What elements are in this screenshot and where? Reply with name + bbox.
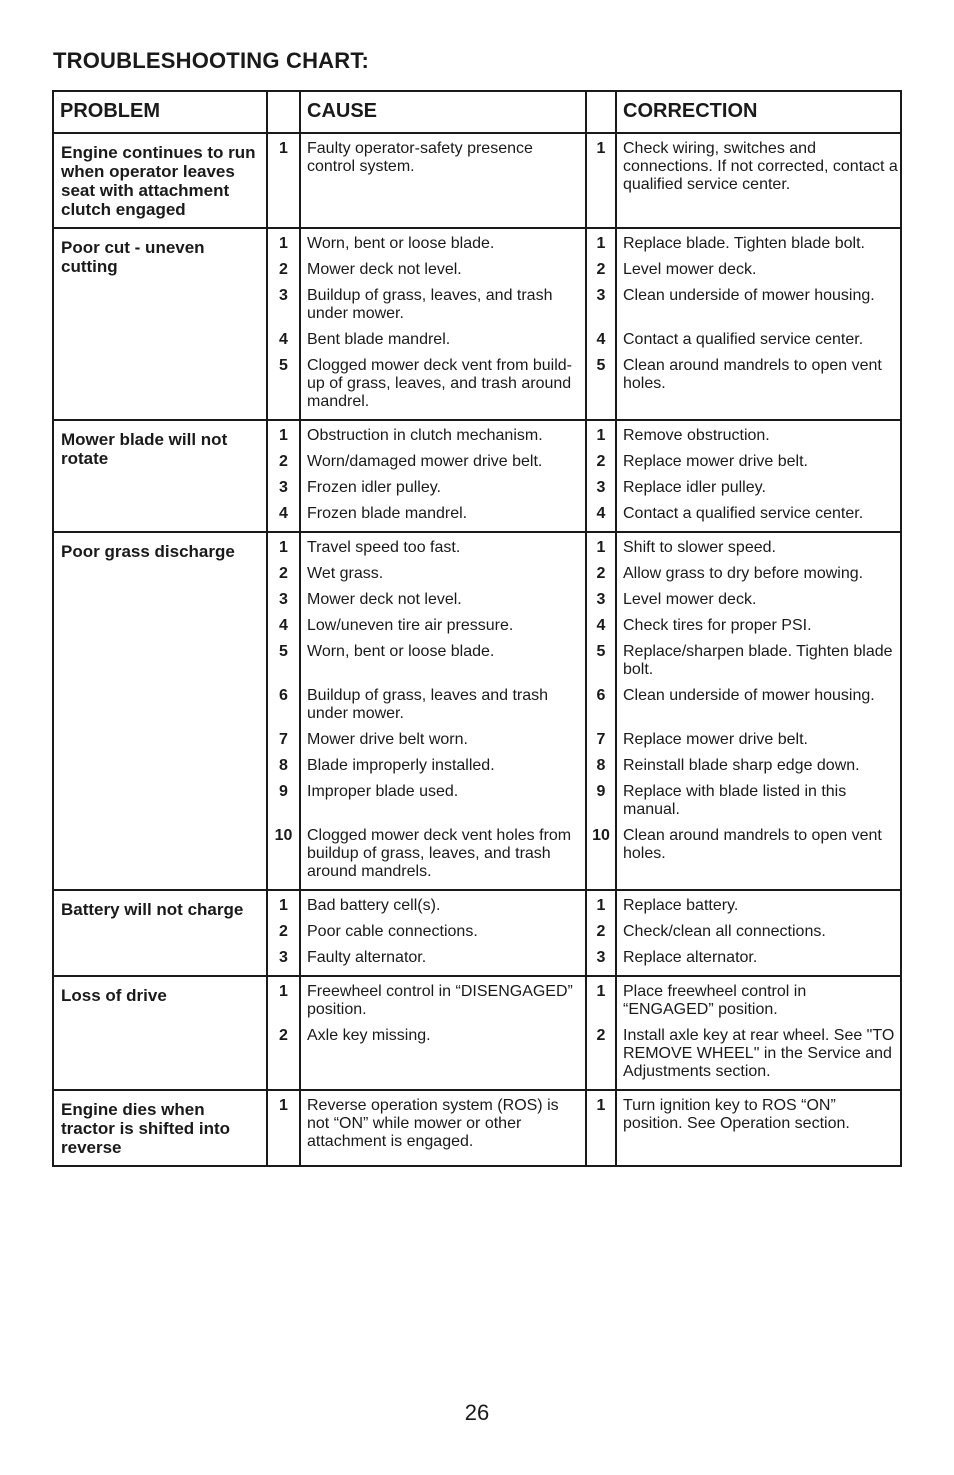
correction-number: 1 <box>596 1097 606 1114</box>
correction-text: Contact a qualified service center. <box>623 505 864 522</box>
cause-number: 1 <box>279 983 288 1000</box>
problem-cell: Battery will not charge <box>53 890 267 976</box>
cause-text: Bent blade mandrel. <box>307 331 451 348</box>
correction-text: Install axle key at rear wheel. See "TO REMOVE WHEEL" in the Service and Adjustments section. <box>623 1027 895 1080</box>
cause-header: CAUSE <box>300 91 586 133</box>
correction-text-cell <box>616 133 901 228</box>
cause-number: 8 <box>279 757 288 774</box>
correction-text: Level mower deck. <box>623 591 757 608</box>
correction-number: 2 <box>596 565 606 582</box>
correction-text: Replace mower drive belt. <box>623 731 808 748</box>
correction-number: 1 <box>596 539 606 556</box>
table-row <box>53 1090 901 1166</box>
cause-text: Clogged mower deck vent holes from buildup of grass, leaves, and trash around mandrels. <box>307 827 572 880</box>
cause-number-cell <box>267 420 300 532</box>
cause-text: Low/uneven tire air pressure. <box>307 617 514 634</box>
correction-text: Replace alternator. <box>623 949 758 966</box>
correction-number: 5 <box>596 357 606 374</box>
cause-number: 4 <box>279 617 288 634</box>
cause-text: Frozen blade mandrel. <box>307 505 468 522</box>
correction-text-cell <box>616 890 901 976</box>
problem-cell: Engine continues to run when operator leaves seat with attachment clutch engaged <box>53 133 267 228</box>
correction-number: 7 <box>596 731 606 748</box>
cause-number: 3 <box>279 287 288 304</box>
cause-text: Buildup of grass, leaves, and trash under mower. <box>307 287 553 322</box>
correction-number: 2 <box>596 453 606 470</box>
correction-text: Replace mower drive belt. <box>623 453 808 470</box>
cause-text-cell <box>300 976 586 1090</box>
correction-number-header <box>586 91 616 133</box>
correction-text: Reinstall blade sharp edge down. <box>623 757 860 774</box>
correction-text-cell <box>616 228 901 420</box>
correction-number: 10 <box>592 827 610 844</box>
cause-text: Mower drive belt worn. <box>307 731 468 748</box>
cause-number-cell <box>267 890 300 976</box>
correction-text: Clean around mandrels to open vent holes. <box>623 357 882 392</box>
cause-number-cell <box>267 228 300 420</box>
cause-text: Frozen idler pulley. <box>307 479 441 496</box>
cause-text: Poor cable connections. <box>307 923 478 940</box>
correction-number: 2 <box>596 261 606 278</box>
table-row <box>53 228 901 420</box>
cause-text: Mower deck not level. <box>307 261 462 278</box>
cause-number: 3 <box>279 949 288 966</box>
problem-header: PROBLEM <box>53 91 267 133</box>
cause-number: 4 <box>279 331 288 348</box>
cause-text: Axle key missing. <box>307 1027 431 1044</box>
cause-number: 1 <box>279 427 288 444</box>
cause-number: 4 <box>279 505 288 522</box>
problem-cell: Mower blade will not rotate <box>53 420 267 532</box>
cause-text: Mower deck not level. <box>307 591 462 608</box>
correction-number: 9 <box>596 783 606 800</box>
cause-number-header <box>267 91 300 133</box>
cause-number: 2 <box>279 261 288 278</box>
correction-text: Level mower deck. <box>623 261 757 278</box>
correction-text: Replace blade. Tighten blade bolt. <box>623 235 865 252</box>
correction-text-cell <box>616 1090 901 1166</box>
cause-number: 6 <box>279 687 288 704</box>
cause-text: Blade improperly installed. <box>307 757 495 774</box>
cause-text: Worn/damaged mower drive belt. <box>307 453 543 470</box>
page-title: TROUBLESHOOTING CHART: <box>53 48 370 73</box>
correction-text: Replace with blade listed in this manual. <box>623 783 847 818</box>
table-body <box>53 133 901 1166</box>
correction-number-cell <box>586 420 616 532</box>
cause-number: 1 <box>279 235 288 252</box>
correction-text: Replace battery. <box>623 897 739 914</box>
correction-text: Check/clean all connections. <box>623 923 826 940</box>
cause-text-cell <box>300 420 586 532</box>
correction-text: Remove obstruction. <box>623 427 770 444</box>
correction-text: Replace/sharpen blade. Tighten blade bolt. <box>623 643 893 678</box>
correction-text: Clean underside of mower housing. <box>623 687 875 704</box>
cause-text-cell <box>300 890 586 976</box>
cause-number-cell <box>267 1090 300 1166</box>
correction-text: Replace idler pulley. <box>623 479 766 496</box>
table-row <box>53 976 901 1090</box>
table-row <box>53 532 901 890</box>
cause-text-cell <box>300 133 586 228</box>
cause-text: Clogged mower deck vent from build-up of grass, leaves, and trash around mandrel. <box>307 357 573 410</box>
cause-number: 10 <box>274 827 293 844</box>
correction-text-cell <box>616 532 901 890</box>
correction-number: 4 <box>596 505 606 522</box>
cause-text: Faulty alternator. <box>307 949 427 966</box>
cause-number: 3 <box>279 479 288 496</box>
correction-number: 3 <box>596 479 606 496</box>
correction-text-cell <box>616 976 901 1090</box>
cause-text: Travel speed too fast. <box>307 539 461 556</box>
correction-text: Place freewheel control in “ENGAGED” position. <box>623 983 807 1018</box>
table-row <box>53 420 901 532</box>
correction-number: 1 <box>596 235 606 252</box>
cause-number: 2 <box>279 565 288 582</box>
cause-text: Worn, bent or loose blade. <box>307 643 495 660</box>
cause-text: Reverse operation system (ROS) is not “ON” while mower or other attachment is engaged. <box>307 1097 559 1150</box>
correction-text: Shift to slower speed. <box>623 539 776 556</box>
cause-number: 5 <box>279 357 288 374</box>
correction-text-cell <box>616 420 901 532</box>
cause-text-cell <box>300 228 586 420</box>
page-number: 26 <box>464 1400 490 1425</box>
correction-header: CORRECTION <box>616 91 901 133</box>
cause-number: 1 <box>279 897 288 914</box>
cause-text: Faulty operator-safety presence control system. <box>307 140 533 175</box>
correction-text: Check tires for proper PSI. <box>623 617 812 634</box>
cause-number: 7 <box>279 731 288 748</box>
correction-number: 3 <box>596 949 606 966</box>
cause-text: Buildup of grass, leaves and trash under mower. <box>307 687 549 722</box>
correction-text: Allow grass to dry before mowing. <box>623 565 864 582</box>
correction-number: 2 <box>596 1027 606 1044</box>
cause-number: 9 <box>279 783 288 800</box>
cause-text: Worn, bent or loose blade. <box>307 235 495 252</box>
cause-number-cell <box>267 133 300 228</box>
cause-number: 2 <box>279 1027 288 1044</box>
cause-text-cell <box>300 532 586 890</box>
cause-number: 2 <box>279 453 288 470</box>
correction-number: 5 <box>596 643 606 660</box>
problem-cell: Poor grass discharge <box>53 532 267 890</box>
problem-cell: Loss of drive <box>53 976 267 1090</box>
correction-number: 4 <box>596 617 606 634</box>
correction-number-cell <box>586 1090 616 1166</box>
correction-text: Turn ignition key to ROS “ON” position. See Operation section. <box>623 1097 850 1132</box>
cause-number: 1 <box>279 140 288 157</box>
cause-number: 2 <box>279 923 288 940</box>
cause-number: 5 <box>279 643 288 660</box>
correction-number-cell <box>586 228 616 420</box>
problem-cell: Engine dies when tractor is shifted into reverse <box>53 1090 267 1166</box>
correction-number: 6 <box>596 687 606 704</box>
correction-number: 3 <box>596 591 606 608</box>
correction-number: 3 <box>596 287 606 304</box>
correction-number: 2 <box>596 923 606 940</box>
correction-text: Contact a qualified service center. <box>623 331 864 348</box>
cause-number: 1 <box>279 1097 288 1114</box>
cause-number-cell <box>267 532 300 890</box>
cause-text: Wet grass. <box>307 565 384 582</box>
cause-number: 3 <box>279 591 288 608</box>
correction-number-cell <box>586 890 616 976</box>
table-row <box>53 133 901 228</box>
table-header-row <box>53 91 901 133</box>
cause-number-cell <box>267 976 300 1090</box>
correction-number-cell <box>586 532 616 890</box>
correction-text: Check wiring, switches and connections. If not corrected, contact a qualified service center. <box>623 140 898 193</box>
cause-text: Obstruction in clutch mechanism. <box>307 427 543 444</box>
correction-text: Clean around mandrels to open vent holes. <box>623 827 882 862</box>
correction-number-cell <box>586 976 616 1090</box>
cause-text: Improper blade used. <box>307 783 459 800</box>
troubleshooting-table <box>52 90 902 1167</box>
correction-number-cell <box>586 133 616 228</box>
cause-number: 1 <box>279 539 288 556</box>
correction-number: 1 <box>596 983 606 1000</box>
correction-number: 1 <box>596 427 606 444</box>
cause-text-cell <box>300 1090 586 1166</box>
table-row <box>53 890 901 976</box>
correction-number: 1 <box>596 897 606 914</box>
cause-text: Freewheel control in “DISENGAGED” position. <box>307 983 573 1018</box>
problem-cell: Poor cut - uneven cutting <box>53 228 267 420</box>
cause-text: Bad battery cell(s). <box>307 897 441 914</box>
correction-number: 1 <box>596 140 606 157</box>
correction-number: 4 <box>596 331 606 348</box>
correction-text: Clean underside of mower housing. <box>623 287 875 304</box>
correction-number: 8 <box>596 757 606 774</box>
